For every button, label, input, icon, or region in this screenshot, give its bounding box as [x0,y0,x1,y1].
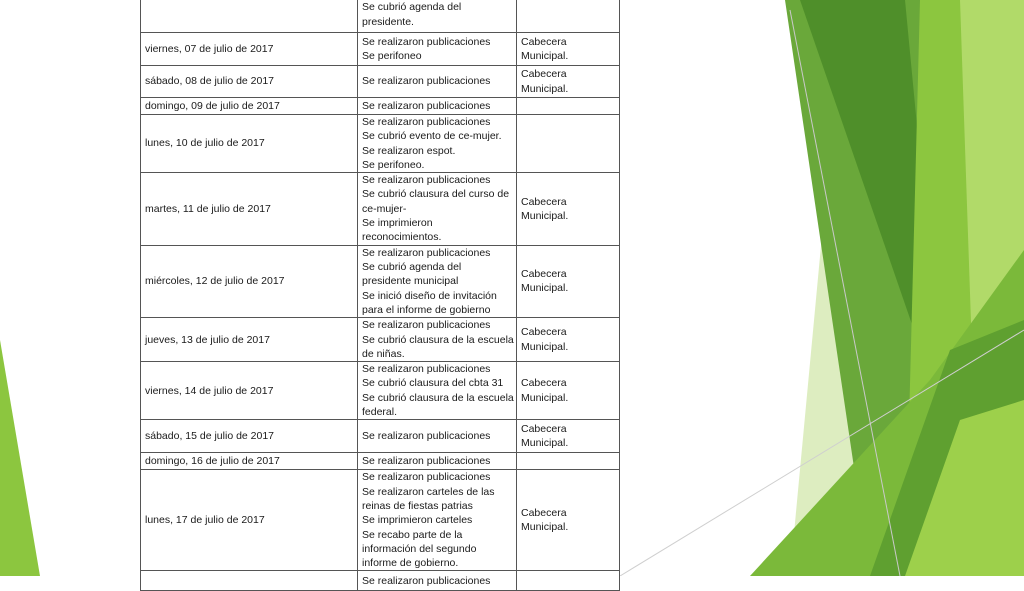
table-row [141,115,620,173]
activity-line: Se realizaron espot. [362,144,456,157]
table-row [141,470,620,571]
activities-cell [358,173,517,245]
activities-cell [358,470,517,571]
location-cell [517,571,620,591]
date-cell: sábado, 15 de julio de 2017 [141,420,358,453]
activity-line: reinas de fiestas patrias [362,499,473,512]
table-row [141,66,620,98]
activity-line: Se realizaron publicaciones [362,35,491,48]
activity-line: ce-mujer- [362,202,407,215]
date-cell: domingo, 09 de julio de 2017 [141,98,358,115]
location-cell: Cabecera Municipal. [517,362,620,420]
left-green-stripe [0,340,40,576]
date-cell [141,0,358,33]
table-row [141,98,620,115]
activity-line: Se realizaron publicaciones [362,246,491,259]
activities-cell [358,318,517,362]
activities-cell [358,571,517,591]
table-row [141,571,620,591]
activity-line: Se realizaron carteles de las [362,485,495,498]
location-cell [517,98,620,115]
activity-line: Se cubrió clausura del curso de [362,188,510,201]
table-row [141,318,620,362]
activity-line: Se realizaron publicaciones [362,574,491,587]
date-cell: viernes, 14 de julio de 2017 [141,362,358,420]
table-row [141,362,620,420]
date-cell: miércoles, 12 de julio de 2017 [141,245,358,317]
location-cell: Cabecera Municipal. [517,245,620,317]
activity-report-table [140,0,620,591]
activity-line: presidente. [362,15,414,28]
activities-cell [358,98,517,115]
date-cell: viernes, 07 de julio de 2017 [141,33,358,66]
location-cell: Cabecera Municipal. [517,470,620,571]
table-row [141,0,620,33]
activities-cell [358,362,517,420]
activity-line: de niñas. [362,347,405,360]
activity-line: Se realizaron publicaciones [362,430,491,443]
location-cell: Cabecera Municipal. [517,173,620,245]
activity-line: Se cubrió agenda del [362,1,462,14]
activity-line: Se imprimieron [362,217,433,230]
activity-line: Se realizaron publicaciones [362,116,491,128]
activity-line: Se realizaron publicaciones [362,174,491,187]
activity-line: reconocimientos. [362,231,442,244]
activity-line: Se cubrió clausura del cbta 31 [362,377,504,390]
activity-line: Se perifoneo [362,50,422,62]
table-row [141,453,620,470]
activity-line: Se cubrió clausura de la escuela [362,391,514,404]
activities-cell [358,453,517,470]
activity-line: Se realizaron publicaciones [362,363,491,376]
activity-line: Se realizaron publicaciones [362,75,491,88]
activity-line: Se cubrió evento de ce-mujer. [362,130,502,143]
document-page [140,0,620,591]
location-cell [517,453,620,470]
table-row [141,420,620,453]
activity-line: Se realizaron publicaciones [362,99,491,112]
activity-line: Se perifoneo. [362,158,425,171]
activity-line: Se realizaron publicaciones [362,319,491,332]
activity-line: presidente municipal [362,275,459,288]
activity-line: Se recabo parte de la [362,528,463,541]
activities-cell [358,0,517,33]
activity-line: Se cubrió agenda del [362,260,462,273]
table-row [141,173,620,245]
location-cell: Cabecera Municipal. [517,66,620,98]
activity-line: información del segundo [362,542,477,555]
table-row [141,245,620,317]
activities-cell [358,66,517,98]
activities-cell [358,245,517,317]
activity-line: federal. [362,406,398,419]
date-cell: jueves, 13 de julio de 2017 [141,318,358,362]
activities-cell [358,33,517,66]
location-cell [517,115,620,173]
date-cell: lunes, 17 de julio de 2017 [141,470,358,571]
activity-line: para el informe de gobierno [362,303,491,316]
location-cell: Cabecera Municipal. [517,420,620,453]
activity-line: Se realizaron publicaciones [362,455,491,468]
date-cell [141,571,358,591]
activity-line: Se inició diseño de invitación [362,289,497,302]
date-cell: lunes, 10 de julio de 2017 [141,115,358,173]
activities-cell [358,115,517,173]
activity-line: Se cubrió clausura de la escuela [362,333,514,346]
activity-line: informe de gobierno. [362,557,459,570]
activity-line: Se imprimieron carteles [362,514,473,527]
location-cell [517,0,620,33]
location-cell: Cabecera Municipal. [517,318,620,362]
activity-line: Se realizaron publicaciones [362,471,491,484]
date-cell: martes, 11 de julio de 2017 [141,173,358,245]
table-row [141,33,620,66]
date-cell: sábado, 08 de julio de 2017 [141,66,358,98]
location-cell: Cabecera Municipal. [517,33,620,66]
date-cell: domingo, 16 de julio de 2017 [141,453,358,470]
activities-cell [358,420,517,453]
